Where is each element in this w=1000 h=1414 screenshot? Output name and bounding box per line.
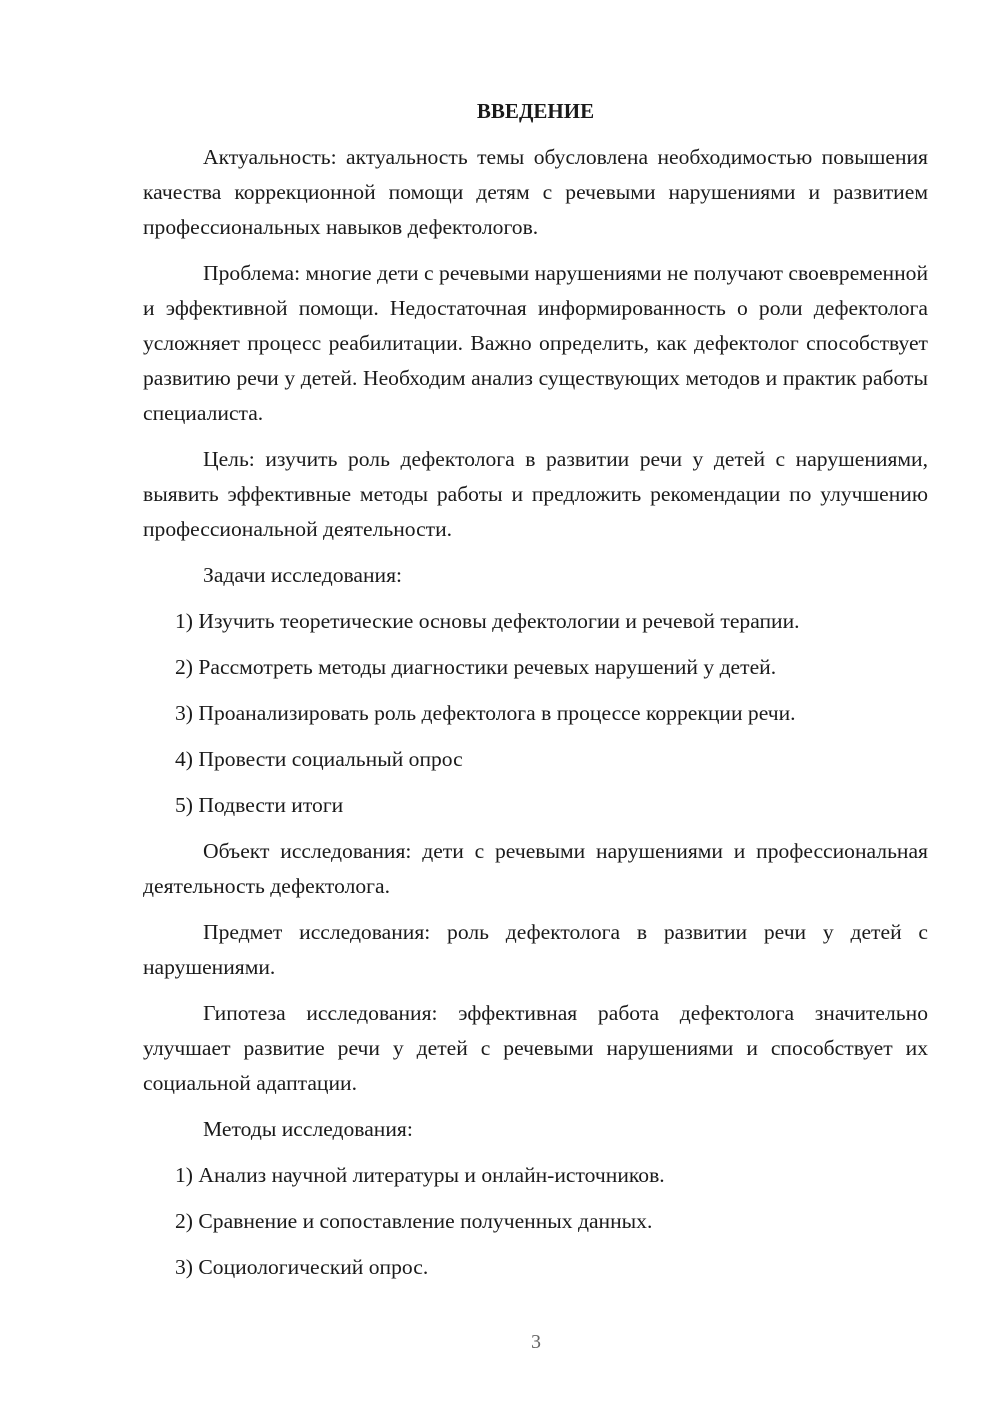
page-content <box>143 94 928 1296</box>
task-item: 4) Провести социальный опрос <box>175 747 463 771</box>
section-title: ВВЕДЕНИЕ <box>476 99 595 123</box>
method-item: 1) Анализ научной литературы и онлайн-источников. <box>175 1163 665 1187</box>
method-item: 2) Сравнение и сопоставление полученных данных. <box>175 1209 653 1233</box>
relevance-paragraph: Актуальность: актуальность темы обусловлена необходимостью повышения качества коррекционной помощи детям с речевыми нарушениями и развитием профессиональных навыков дефектологов. <box>143 145 928 239</box>
goal-paragraph: Цель: изучить роль дефектолога в развитии речи у детей с нарушениями, выявить эффективные методы работы и предложить рекомендации по улучшению профессиональной деятельности. <box>143 447 928 541</box>
tasks-heading: Задачи исследования: <box>203 563 403 587</box>
object-paragraph: Объект исследования: дети с речевыми нарушениями и профессиональная деятельность дефектолога. <box>143 839 928 898</box>
hypothesis-paragraph: Гипотеза исследования: эффективная работа дефектолога значительно улучшает развитие речи у детей с речевыми нарушениями и способствует их социальной адаптации. <box>143 1001 928 1095</box>
method-item: 3) Социологический опрос. <box>175 1255 429 1279</box>
task-item: 5) Подвести итоги <box>175 793 344 817</box>
task-item: 2) Рассмотреть методы диагностики речевых нарушений у детей. <box>175 655 777 679</box>
page-number: 3 <box>531 1331 541 1353</box>
subject-paragraph: Предмет исследования: роль дефектолога в развитии речи у детей с нарушениями. <box>143 920 928 979</box>
problem-paragraph: Проблема: многие дети с речевыми нарушениями не получают своевременной и эффективной помощи. Недостаточная информированность о роли дефектолога усложняет процесс реабилитации. Важно определить, как дефектолог способствует развитию речи у детей. Необходим анализ существующих методов и практик работы специалиста. <box>143 261 928 425</box>
methods-heading: Методы исследования: <box>203 1117 413 1141</box>
task-item: 1) Изучить теоретические основы дефектологии и речевой терапии. <box>175 609 800 633</box>
task-item: 3) Проанализировать роль дефектолога в процессе коррекции речи. <box>175 701 796 725</box>
